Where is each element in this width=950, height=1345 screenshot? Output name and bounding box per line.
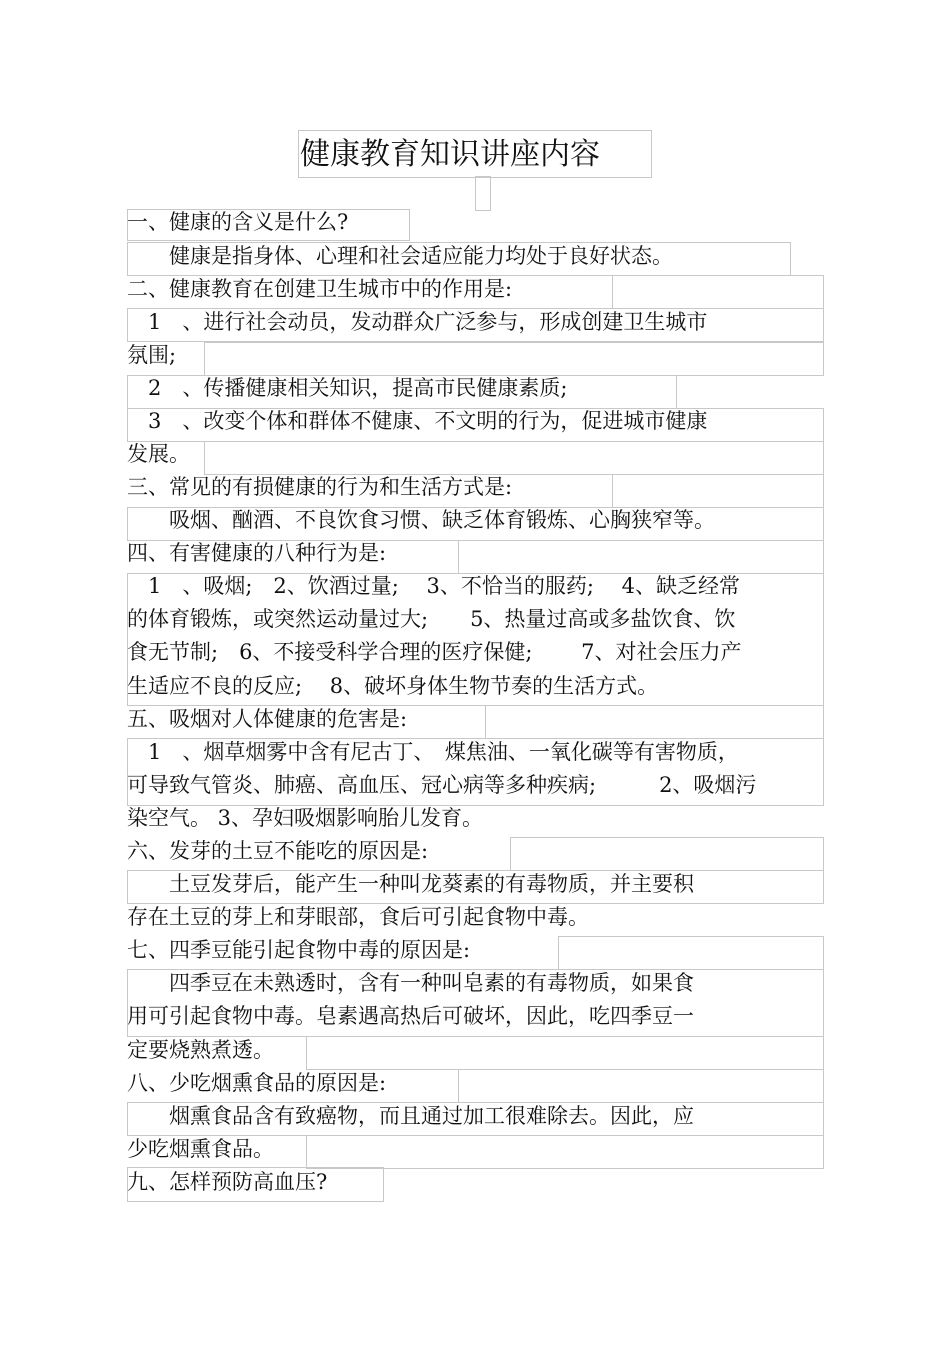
line-frame (306, 1036, 824, 1070)
line-frame (306, 1135, 824, 1169)
paragraph-line: 少吃烟熏食品。 (127, 1137, 274, 1161)
paragraph-line: 食无节制; 6、不接受科学合理的医疗保健; 7、对社会压力产 (127, 640, 742, 664)
line-frame (485, 705, 824, 739)
paragraph-line: 氛围; (127, 343, 177, 367)
paragraph-line: 染空气。 3、孕妇吸烟影响胎儿发育。 (127, 806, 484, 830)
section-heading: 八、少吃烟熏食品的原因是: (127, 1071, 387, 1095)
paragraph-line: 生适应不良的反应; 8、破坏身体生物节奏的生活方式。 (127, 674, 659, 698)
paragraph-line: 用可引起食物中毒。皂素遇高热后可破坏，因此，吃四季豆一 (127, 1004, 694, 1028)
paragraph-line: 四季豆在未熟透时，含有一种叫皂素的有毒物质，如果食 (127, 971, 694, 995)
section-heading: 四、有害健康的八种行为是: (127, 541, 387, 565)
line-frame (558, 936, 824, 970)
paragraph-line: 1 、烟草烟雾中含有尼古丁、 煤焦油、一氧化碳等有害物质， (127, 740, 739, 764)
line-frame (612, 275, 824, 309)
document-title: 健康教育知识讲座内容 (300, 137, 600, 172)
line-frame (458, 540, 824, 574)
paragraph-line: 2 、传播健康相关知识，提高市民健康素质; (127, 376, 568, 400)
line-frame (612, 474, 824, 508)
section-heading: 三、常见的有损健康的行为和生活方式是: (127, 475, 513, 499)
paragraph-line: 的体育锻炼，或突然运动量过大; 5、热量过高或多盐饮食、饮 (127, 607, 736, 631)
paragraph-line: 1 、进行社会动员，发动群众广泛参与，形成创建卫生城市 (127, 310, 708, 334)
section-heading: 一、健康的含义是什么? (127, 210, 349, 234)
section-heading: 六、发芽的土豆不能吃的原因是: (127, 839, 429, 863)
paragraph-line: 3 、改变个体和群体不健康、不文明的行为，促进城市健康 (127, 409, 708, 433)
line-frame (204, 342, 824, 376)
section-heading: 七、四季豆能引起食物中毒的原因是: (127, 938, 471, 962)
paragraph-line: 可导致气管炎、肺癌、高血压、冠心病等多种疾病; 2、吸烟污 (127, 773, 757, 797)
paragraph-line: 土豆发芽后，能产生一种叫龙葵素的有毒物质，并主要积 (127, 872, 694, 896)
paragraph-line: 1 、吸烟; 2、饮酒过量; 3、不恰当的服药; 4、缺乏经常 (127, 574, 741, 598)
section-heading: 五、吸烟对人体健康的危害是: (127, 707, 408, 731)
line-frame (510, 837, 824, 871)
paragraph-line: 存在土豆的芽上和芽眼部，食后可引起食物中毒。 (127, 905, 589, 929)
paragraph-line: 发展。 (127, 442, 190, 466)
line-frame (458, 1069, 824, 1103)
paragraph-line: 烟熏食品含有致癌物，而且通过加工很难除去。因此，应 (127, 1104, 694, 1128)
paragraph-line: 吸烟、酗酒、不良饮食习惯、缺乏体育锻炼、心胸狭窄等。 (127, 508, 715, 532)
paragraph-line: 健康是指身体、心理和社会适应能力均处于良好状态。 (127, 244, 673, 268)
line-frame (204, 441, 824, 475)
paragraph-line: 定要烧熟煮透。 (127, 1038, 274, 1062)
section-heading: 九、怎样预防高血压? (127, 1170, 328, 1194)
title-connector (475, 176, 491, 211)
section-heading: 二、健康教育在创建卫生城市中的作用是: (127, 277, 513, 301)
